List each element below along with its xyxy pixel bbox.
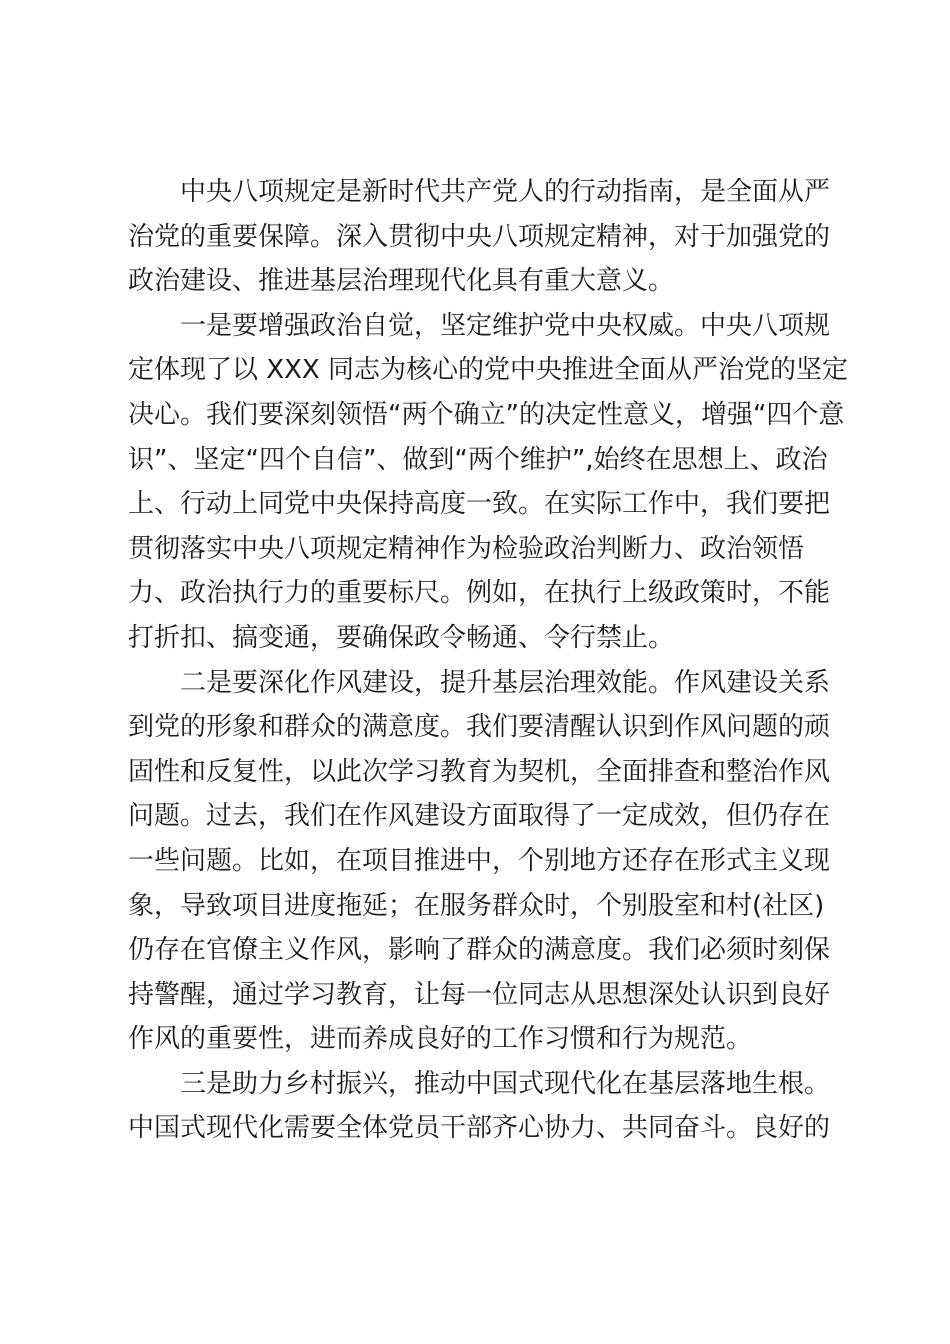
text-line: 政治建设、推进基层治理现代化具有重大意义。 (128, 266, 675, 297)
text-line: 识”、坚定“四个自信”、做到“两个维护”,始终在思想上、政治 (128, 444, 828, 475)
text-line: 贯彻落实中央八项规定精神作为检验政治判断力、政治领悟 (128, 533, 805, 564)
text-line: 到党的形象和群众的满意度。我们要清醒认识到作风问题的顽 (128, 712, 831, 743)
document-body (128, 170, 848, 1151)
paragraph-first-line: 三是助力乡村振兴，推动中国式现代化在基层落地生根。 (180, 1068, 831, 1099)
paragraph-first-line: 中央八项规定是新时代共产党人的行动指南，是全面从严 (180, 177, 831, 207)
text-line: 问题。过去，我们在作风建设方面取得了一定成效，但仍存在 (128, 801, 831, 832)
text-line: 打折扣、搞变通，要确保政令畅通、令行禁止。 (128, 622, 675, 653)
text-line: 决心。我们要深刻领悟“两个确立”的决定性意义，增强“四个意 (128, 399, 845, 430)
text-line: 象，导致项目进度拖延；在服务群众时，个别股室和村(社区) (128, 890, 825, 921)
paragraph-first-line: 一是要增强政治自觉，坚定维护党中央权威。中央八项规 (180, 310, 831, 341)
text-line: 中国式现代化需要全体党员干部齐心协力、共同奋斗。良好的 (128, 1113, 831, 1144)
text-line: 持警醒，通过学习教育，让每一位同志从思想深处认识到良好 (128, 979, 831, 1010)
text-line: 固性和反复性，以此次学习教育为契机，全面排查和整治作风 (128, 756, 831, 787)
text-line: 定体现了以 XXX 同志为核心的党中央推进全面从严治党的坚定 (128, 355, 848, 386)
text-line: 作风的重要性，进而养成良好的工作习惯和行为规范。 (128, 1024, 753, 1055)
text-line: 一些问题。比如，在项目推进中，个别地方还存在形式主义现 (128, 845, 831, 876)
text-line: 仍存在官僚主义作风，影响了群众的满意度。我们必须时刻保 (128, 935, 831, 966)
paragraph-first-line: 二是要深化作风建设，提升基层治理效能。作风建设关系 (180, 667, 831, 698)
text-line: 上、行动上同党中央保持高度一致。在实际工作中，我们要把 (128, 489, 831, 520)
text-line: 力、政治执行力的重要标尺。例如，在执行上级政策时，不能 (128, 578, 831, 609)
text-line: 治党的重要保障。深入贯彻中央八项规定精神，对于加强党的 (128, 221, 831, 252)
